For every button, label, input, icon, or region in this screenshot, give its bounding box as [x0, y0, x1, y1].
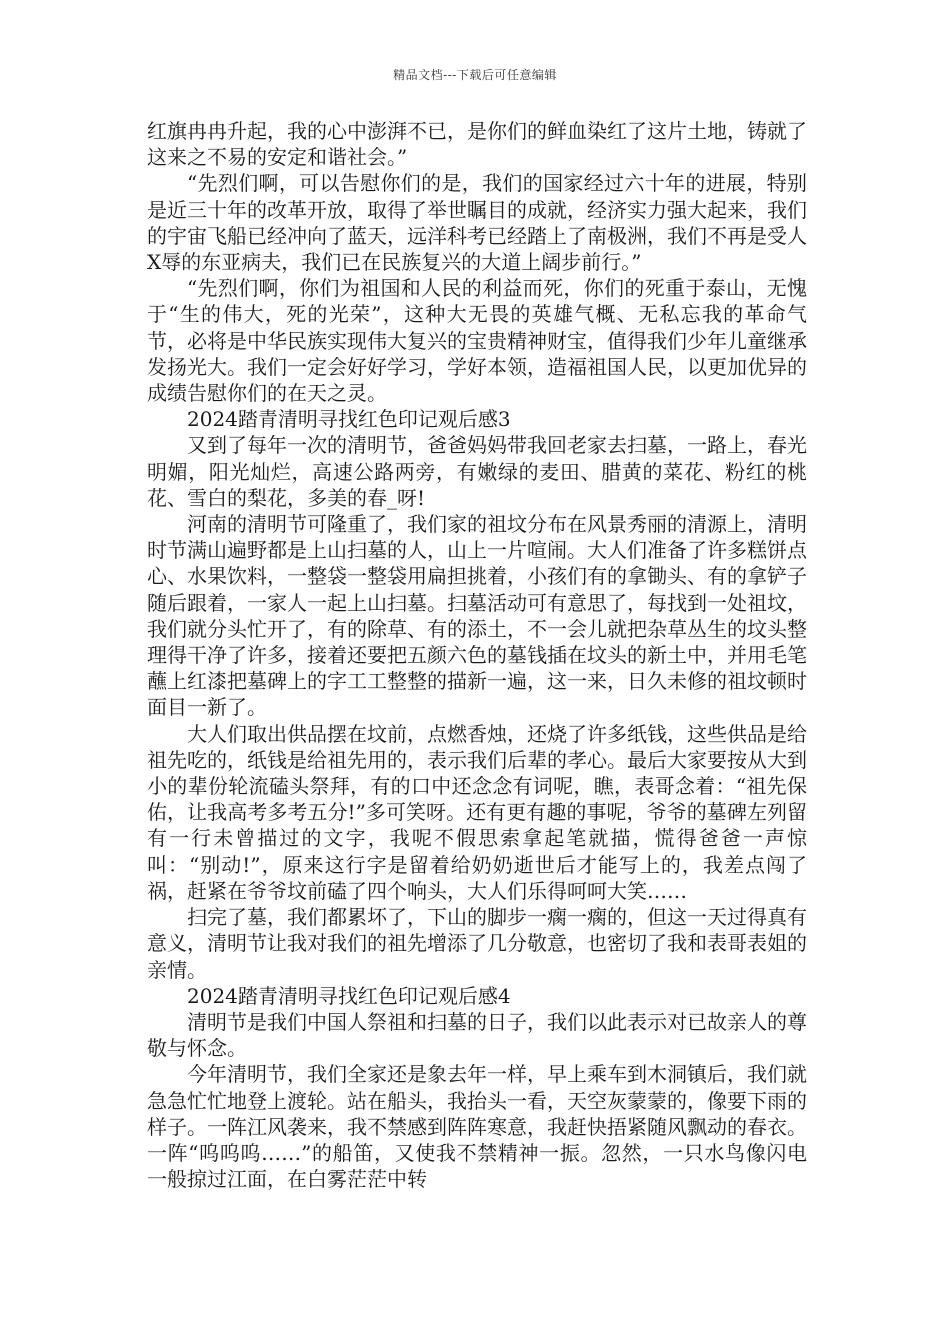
- document-body: [147, 118, 807, 1192]
- page-header: 精品文档---下载后可任意编辑: [393, 68, 557, 82]
- paragraph: 扫完了墓，我们都累坏了，下山的脚步一瘸一瘸的，但这一天过得真有意义，清明节让我对我们的祖先增添了几分敬意，也密切了我和表哥表姐的亲情。: [147, 905, 807, 982]
- paragraph: “先烈们啊，你们为祖国和人民的利益而死，你们的死重于泰山，无愧于“生的伟大，死的光荣”，这种大无畏的英雄气概、无私忘我的革命气节，必将是中华民族实现伟大复兴的宝贵精神财宝，值得我们少年儿童继承发扬光大。我们一定会好好学习，学好本领，造福祖国人民，以更加优异的成绩告慰你们的在天之灵。: [147, 276, 807, 406]
- paragraph: 清明节是我们中国人祭祖和扫墓的日子，我们以此表示对已故亲人的尊敬与怀念。: [147, 1009, 807, 1061]
- section-heading: 2024踏青清明寻找红色印记观后感4: [187, 983, 511, 1008]
- paragraph: 河南的清明节可隆重了，我们家的祖坟分布在风景秀丽的清源上，清明时节满山遍野都是上山扫墓的人，山上一片喧闹。大人们准备了许多糕饼点心、水果饮料，一整袋一整袋用扁担挑着，小孩们有的拿锄头、有的拿铲子随后跟着，一家人一起上山扫墓。扫墓活动可有意思了，每找到一处祖坟，我们就分头忙开了，有的除草、有的添土，不一会儿就把杂草丛生的坟头整理得干净了许多，接着还要把五颜六色的墓钱插在坟头的新土中，并用毛笔蘸上红漆把墓碑上的字工工整整的描新一遍，这一来，日久未修的祖坟顿时面目一新了。: [147, 512, 807, 720]
- paragraph: “先烈们啊，可以告慰你们的是，我们的国家经过六十年的进展，特别是近三十年的改革开放，取得了举世瞩目的成就，经济实力强大起来，我们的宇宙飞船已经冲向了蓝天，远洋科考已经踏上了南极洲，我们不再是受人X辱的东亚病夫，我们已在民族复兴的大道上阔步前行。”: [147, 171, 807, 275]
- paragraph: 又到了每年一次的清明节，爸爸妈妈带我回老家去扫墓，一路上，春光明媚，阳光灿烂，高速公路两旁，有嫩绿的麦田、腊黄的菜花、粉红的桃花、雪白的梨花，多美的春_呀!: [147, 433, 807, 510]
- section-heading: 2024踏青清明寻找红色印记观后感3: [187, 407, 511, 432]
- paragraph: 红旗冉冉升起，我的心中澎湃不已，是你们的鲜血染红了这片土地，铸就了这来之不易的安定和谐社会。”: [147, 119, 807, 170]
- paragraph: 大人们取出供品摆在坟前，点燃香烛，还烧了许多纸钱，这些供品是给祖先吃的，纸钱是给祖先用的，表示我们后辈的孝心。最后大家要按从大到小的辈份轮流磕头祭拜，有的口中还念念有词呢，瞧，表哥念着：“祖先保佑，让我高考多考五分!”多可笑呀。还有更有趣的事呢，爷爷的墓碑左列留有一行未曾描过的文字，我呢不假思索拿起笔就描，慌得爸爸一声惊叫：“别动!”，原来这行字是留着给奶奶逝世后才能写上的，我差点闯了祸，赶紧在爷爷坟前磕了四个响头，大人们乐得呵呵大笑……: [147, 721, 807, 903]
- paragraph: 今年清明节，我们全家还是象去年一样，早上乘车到木洞镇后，我们就急急忙忙地登上渡轮。站在船头，我抬头一看，天空灰蒙蒙的，像要下雨的样子。一阵江风袭来，我不禁感到阵阵寒意，我赶快捂紧随风飘动的春衣。一阵“呜呜呜……”的船笛，又使我不禁精神一振。忽然，一只水鸟像闪电一般掠过江面，在白雾茫茫中转: [147, 1062, 807, 1192]
